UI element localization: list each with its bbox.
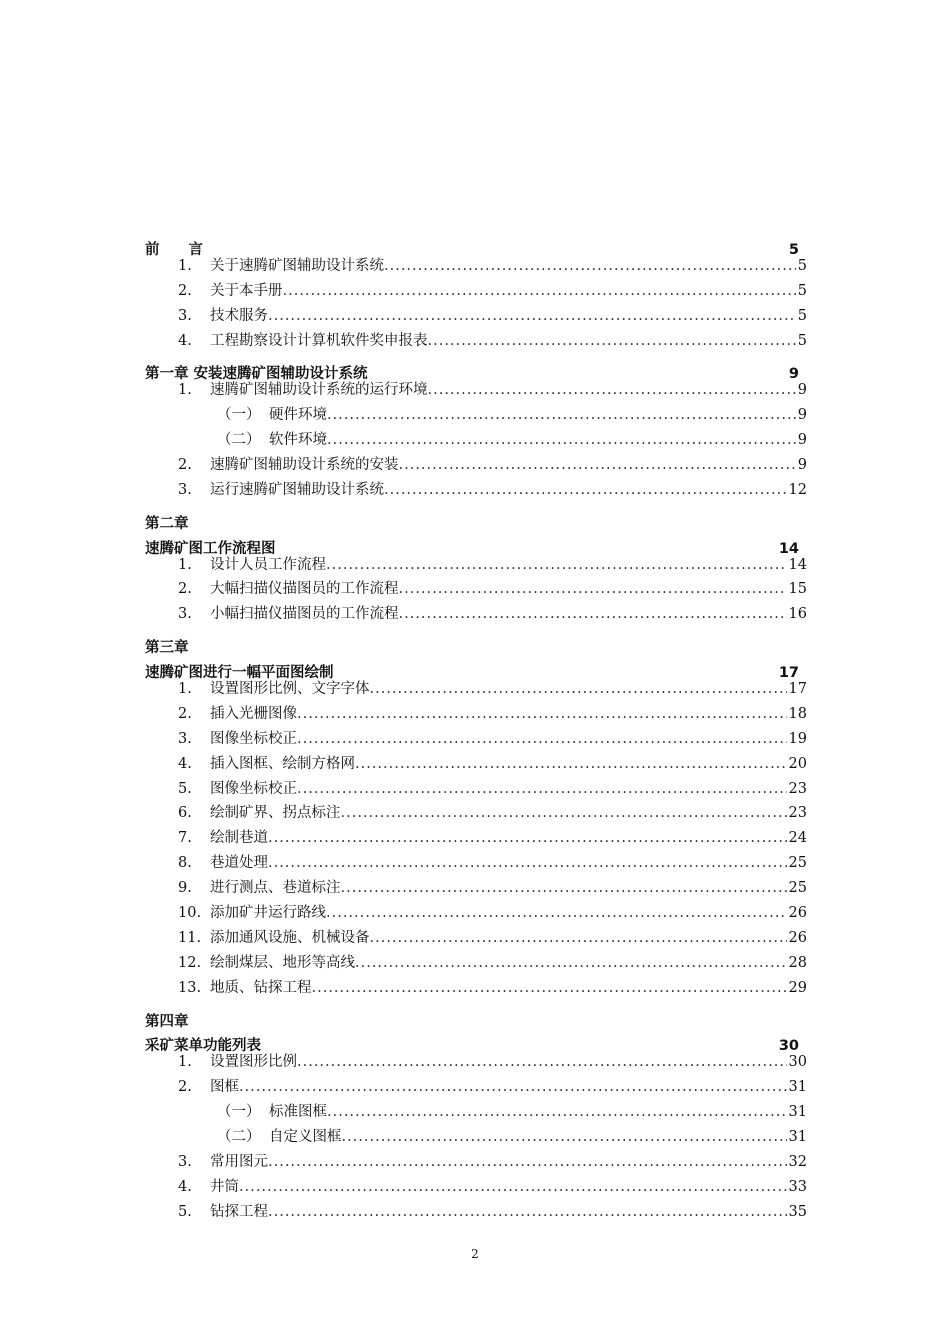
toc-entry-page: 9 <box>797 432 807 449</box>
dot-leader <box>239 1175 787 1200</box>
dot-leader <box>327 1100 787 1125</box>
toc-entry-number: 3. <box>178 606 192 623</box>
dot-leader <box>334 652 777 677</box>
toc-entry[interactable] <box>145 1150 807 1175</box>
toc-entry-page: 23 <box>788 805 807 822</box>
toc-entry-page: 17 <box>778 665 799 682</box>
toc-entry-number: 1. <box>178 556 192 573</box>
dot-leader <box>368 353 787 378</box>
toc-entry-page: 32 <box>788 1153 807 1170</box>
toc-entry-number: 3. <box>178 1153 192 1170</box>
toc-entry-page: 23 <box>788 780 807 797</box>
dot-leader <box>327 403 796 428</box>
toc-entry-page: 15 <box>788 581 807 598</box>
toc-entry-number: 9. <box>178 880 192 897</box>
toc-entry-number: 12. <box>178 954 202 971</box>
toc-entry[interactable] <box>145 428 807 453</box>
toc-entry-page: 20 <box>788 755 807 772</box>
toc-entry-number: 1. <box>178 1054 192 1071</box>
toc-entry-page: 14 <box>778 540 799 557</box>
toc-entry-title: 关于本手册 <box>210 282 283 299</box>
dot-leader <box>399 577 787 602</box>
toc-entry-title: 常用图元 <box>210 1153 268 1170</box>
dot-leader <box>342 1125 787 1150</box>
dot-leader <box>297 702 787 727</box>
toc-entry-number: 4. <box>178 755 192 772</box>
toc-entry-number: 11. <box>178 929 202 946</box>
toc-entry-title: 第四章 <box>145 1013 189 1030</box>
toc-entry-page: 16 <box>788 606 807 623</box>
toc-entry[interactable] <box>145 528 807 557</box>
toc-entry[interactable] <box>145 627 807 657</box>
toc-entry-page: 9 <box>797 407 807 424</box>
dot-leader <box>276 528 777 553</box>
toc-entry-number: 13. <box>178 979 202 996</box>
toc-entry[interactable] <box>145 353 807 383</box>
toc-entry[interactable] <box>145 727 807 752</box>
toc-entry-title: 速腾矿图工作流程图 <box>145 540 276 557</box>
toc-entry-title: 采矿菜单功能列表 <box>145 1038 261 1055</box>
toc-entry-number: 2. <box>178 581 192 598</box>
toc-entry-number: 6. <box>178 805 192 822</box>
toc-entry-number: 8. <box>178 855 192 872</box>
toc-entry[interactable] <box>145 826 807 851</box>
toc-entry-page: 29 <box>788 979 807 996</box>
table-of-contents <box>145 229 807 1225</box>
dot-leader <box>341 876 787 901</box>
toc-entry[interactable] <box>145 1001 807 1030</box>
toc-entry-page: 9 <box>797 457 807 474</box>
toc-entry[interactable] <box>145 926 807 951</box>
toc-entry-title: 图框 <box>210 1079 239 1096</box>
dot-leader <box>399 602 787 627</box>
toc-entry[interactable] <box>145 752 807 777</box>
toc-entry-title: 工程勘察设计计算机软件奖申报表 <box>210 332 428 349</box>
toc-entry-number: 2. <box>178 457 192 474</box>
toc-entry-title: 添加通风设施、机械设备 <box>210 929 370 946</box>
toc-entry[interactable] <box>145 702 807 727</box>
dot-leader <box>189 627 798 652</box>
dot-leader <box>297 1050 787 1075</box>
toc-entry[interactable] <box>145 976 807 1001</box>
toc-entry[interactable] <box>145 602 807 627</box>
toc-entry-title: 第三章 <box>145 640 189 657</box>
toc-entry-number: 3. <box>178 481 192 498</box>
toc-entry-title: 添加矿井运行路线 <box>210 905 326 922</box>
toc-entry-number: 2. <box>178 282 192 299</box>
dot-leader <box>355 752 787 777</box>
toc-entry[interactable] <box>145 1050 807 1075</box>
toc-entry[interactable] <box>145 403 807 428</box>
toc-entry-number: 4. <box>178 1178 192 1195</box>
toc-entry-number: 5. <box>178 1203 192 1220</box>
toc-entry-page: 17 <box>788 681 807 698</box>
dot-leader <box>268 1200 787 1225</box>
toc-entry-title: 钻探工程 <box>210 1203 268 1220</box>
toc-entry-page: 5 <box>797 282 807 299</box>
toc-entry-number: 2. <box>178 1079 192 1096</box>
toc-entry-title: 速腾矿图进行一幅平面图绘制 <box>145 665 334 682</box>
toc-entry-title: 速腾矿图辅助设计系统的运行环境 <box>210 382 428 399</box>
toc-entry-page: 26 <box>788 929 807 946</box>
dot-leader <box>327 428 796 453</box>
dot-leader <box>326 901 787 926</box>
toc-entry-title: 巷道处理 <box>210 855 268 872</box>
dot-leader <box>312 976 787 1001</box>
dot-leader <box>239 1075 787 1100</box>
toc-entry-page: 31 <box>788 1129 807 1146</box>
toc-entry-number: 1. <box>178 382 192 399</box>
dot-leader <box>297 727 787 752</box>
toc-entry-title: 图像坐标校正 <box>210 730 297 747</box>
dot-leader <box>297 777 787 802</box>
toc-entry-number: 1. <box>178 257 192 274</box>
dot-leader <box>283 279 796 304</box>
dot-leader <box>268 304 796 329</box>
toc-entry-title: 技术服务 <box>210 307 268 324</box>
toc-entry[interactable] <box>145 279 807 304</box>
toc-entry-title: 软件环境 <box>269 432 327 449</box>
toc-entry-title: 小幅扫描仪描图员的工作流程 <box>210 606 399 623</box>
toc-entry[interactable] <box>145 229 807 258</box>
toc-entry[interactable] <box>145 453 807 478</box>
toc-entry[interactable] <box>145 1200 807 1225</box>
toc-entry-number: 10. <box>178 905 202 922</box>
toc-entry[interactable] <box>145 652 807 682</box>
toc-entry-page: 19 <box>788 730 807 747</box>
toc-entry[interactable] <box>145 1075 807 1100</box>
dot-leader <box>203 229 787 254</box>
toc-entry-title: 绘制巷道 <box>210 830 268 847</box>
toc-entry[interactable] <box>145 1026 807 1055</box>
toc-entry-page: 26 <box>788 905 807 922</box>
toc-entry-page: 25 <box>788 880 807 897</box>
toc-entry[interactable] <box>145 304 807 329</box>
dot-leader <box>341 801 787 826</box>
toc-entry-title: 硬件环境 <box>269 407 327 424</box>
toc-entry-number: 5. <box>178 780 192 797</box>
toc-entry-page: 24 <box>788 830 807 847</box>
toc-entry-number: 2. <box>178 705 192 722</box>
toc-entry[interactable] <box>145 801 807 826</box>
toc-entry-page: 14 <box>788 556 807 573</box>
toc-entry-title: 地质、钻探工程 <box>210 979 312 996</box>
toc-entry-title: 设置图形比例、文字字体 <box>210 681 370 698</box>
dot-leader <box>384 254 796 279</box>
toc-entry-page: 5 <box>797 307 807 324</box>
toc-entry-title: 插入光栅图像 <box>210 705 297 722</box>
toc-entry-page: 33 <box>788 1178 807 1195</box>
dot-leader <box>261 1026 777 1051</box>
toc-entry-page: 30 <box>788 1054 807 1071</box>
toc-entry[interactable] <box>145 951 807 976</box>
toc-entry-page: 5 <box>797 257 807 274</box>
dot-leader <box>384 478 787 503</box>
toc-entry[interactable] <box>145 851 807 876</box>
toc-entry-number: 7. <box>178 830 192 847</box>
dot-leader <box>428 378 796 403</box>
toc-entry-title: 图像坐标校正 <box>210 780 297 797</box>
toc-entry[interactable] <box>145 503 807 532</box>
toc-entry-title: 标准图框 <box>269 1104 327 1121</box>
toc-entry-title: 自定义图框 <box>269 1129 342 1146</box>
toc-entry-page: 28 <box>788 954 807 971</box>
toc-entry-page: 9 <box>797 382 807 399</box>
toc-entry-number: （一） <box>217 1104 261 1121</box>
dot-leader <box>189 1001 798 1026</box>
toc-entry[interactable] <box>145 254 807 279</box>
toc-entry-title: 第二章 <box>145 515 189 532</box>
dot-leader <box>268 1150 787 1175</box>
toc-entry-number: 3. <box>178 307 192 324</box>
toc-entry[interactable] <box>145 777 807 802</box>
toc-entry[interactable] <box>145 677 807 702</box>
toc-entry[interactable] <box>145 478 807 503</box>
toc-entry-page: 30 <box>778 1038 799 1055</box>
toc-entry[interactable] <box>145 329 807 354</box>
toc-entry[interactable] <box>145 378 807 403</box>
dot-leader <box>370 926 787 951</box>
dot-leader <box>189 503 798 528</box>
dot-leader <box>326 553 787 578</box>
toc-entry-title: 大幅扫描仪描图员的工作流程 <box>210 581 399 598</box>
toc-entry-page: 5 <box>788 241 799 258</box>
page-number: 2 <box>471 1247 479 1261</box>
dot-leader <box>268 826 787 851</box>
toc-entry[interactable] <box>145 1175 807 1200</box>
toc-entry-title: 插入图框、绘制方格网 <box>210 755 355 772</box>
toc-entry-title: 设计人员工作流程 <box>210 556 326 573</box>
dot-leader <box>268 851 787 876</box>
toc-entry-number: （二） <box>217 1129 261 1146</box>
toc-entry-title: 井筒 <box>210 1178 239 1195</box>
toc-entry[interactable] <box>145 901 807 926</box>
toc-entry-page: 9 <box>788 366 799 383</box>
toc-entry-page: 31 <box>788 1104 807 1121</box>
toc-entry-title: 绘制煤层、地形等高线 <box>210 954 355 971</box>
toc-entry-number: （二） <box>217 432 261 449</box>
toc-entry-title: 前 言 <box>145 241 203 258</box>
toc-entry[interactable] <box>145 1125 807 1150</box>
dot-leader <box>428 329 796 354</box>
toc-entry-number: 1. <box>178 681 192 698</box>
toc-entry[interactable] <box>145 876 807 901</box>
toc-entry-page: 35 <box>788 1203 807 1220</box>
toc-entry-page: 18 <box>788 705 807 722</box>
toc-entry-title: 进行测点、巷道标注 <box>210 880 341 897</box>
toc-entry-title: 绘制矿界、拐点标注 <box>210 805 341 822</box>
toc-entry-title: 第一章 安装速腾矿图辅助设计系统 <box>145 366 368 383</box>
toc-entry-page: 31 <box>788 1079 807 1096</box>
toc-entry-title: 关于速腾矿图辅助设计系统 <box>210 257 384 274</box>
dot-leader <box>355 951 787 976</box>
toc-entry-title: 速腾矿图辅助设计系统的安装 <box>210 457 399 474</box>
toc-entry[interactable] <box>145 553 807 578</box>
toc-entry-page: 5 <box>797 332 807 349</box>
toc-entry-number: 3. <box>178 730 192 747</box>
toc-entry-number: 4. <box>178 332 192 349</box>
toc-entry-page: 25 <box>788 855 807 872</box>
toc-entry-title: 运行速腾矿图辅助设计系统 <box>210 481 384 498</box>
toc-entry[interactable] <box>145 577 807 602</box>
dot-leader <box>399 453 796 478</box>
toc-entry-number: （一） <box>217 407 261 424</box>
toc-entry[interactable] <box>145 1100 807 1125</box>
toc-entry-title: 设置图形比例 <box>210 1054 297 1071</box>
dot-leader <box>370 677 787 702</box>
toc-entry-page: 12 <box>788 481 807 498</box>
